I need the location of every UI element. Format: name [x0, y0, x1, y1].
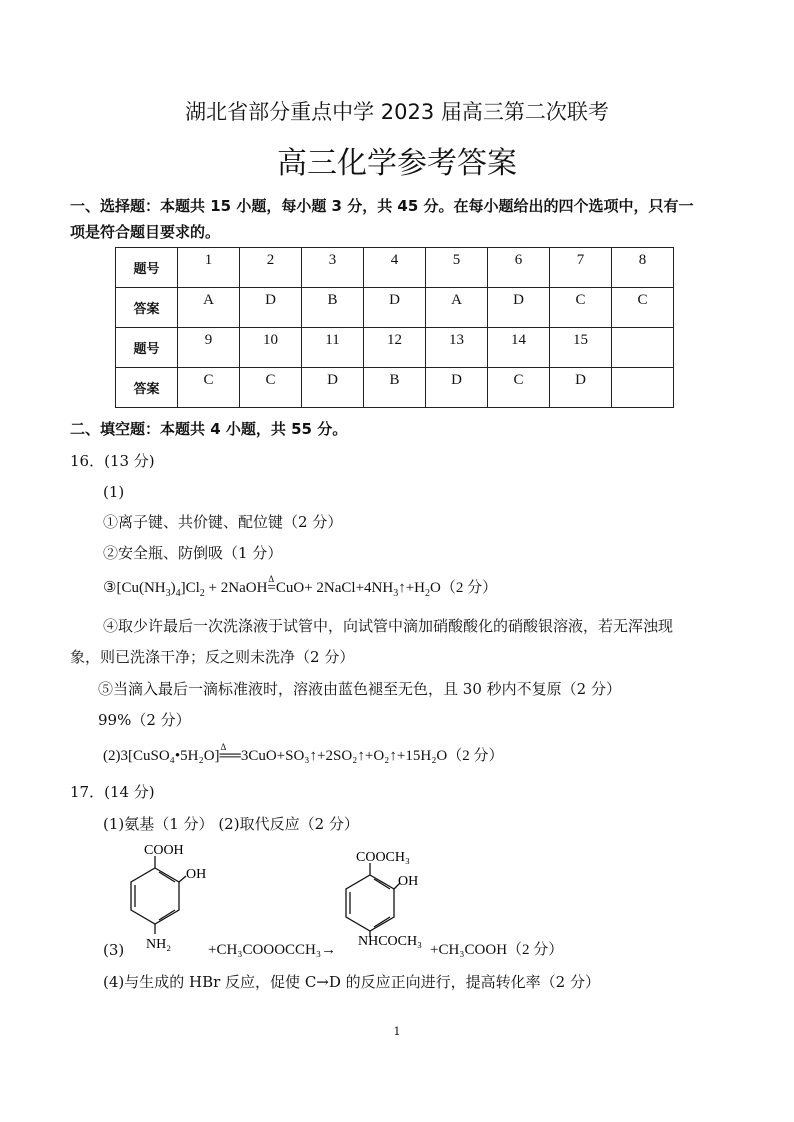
table-cell: 3: [302, 248, 364, 288]
table-cell: 14: [488, 328, 550, 368]
product-structure: [338, 845, 468, 955]
q16-answer-4-line1: ④取少许最后一次洗涤液于试管中，向试管中滴加硝酸酸化的硝酸银溶液，若无浑浊现: [103, 617, 674, 635]
oh-label: OH: [398, 874, 419, 889]
table-cell: D: [488, 288, 550, 328]
answer-table-row-numbers-1: [116, 248, 674, 288]
double-bond: [374, 917, 390, 927]
table-cell: 12: [364, 328, 426, 368]
benzene-ring: [131, 868, 179, 924]
table-cell: C: [612, 288, 674, 328]
nhcoch3-label: NHCOCH₃: [358, 934, 422, 949]
table-cell: A: [178, 288, 240, 328]
eq-sub: 3: [393, 588, 399, 599]
table-cell: D: [364, 288, 426, 328]
double-bond: [374, 879, 390, 889]
substituent-bond: [179, 876, 186, 882]
table-cell: 4: [364, 248, 426, 288]
label-answer: 答案: [116, 288, 178, 328]
table-cell: C: [240, 368, 302, 408]
q16-part2: [103, 746, 504, 766]
answer-table-row-answers-1: [116, 288, 674, 328]
page-number: 1: [393, 1025, 401, 1038]
q17-number: 17．(14 分): [70, 783, 155, 801]
page-title: 高三化学参考答案: [277, 146, 517, 181]
label-answer: 答案: [116, 368, 178, 408]
q16-answer-3: [103, 578, 497, 604]
eq-text: ): [170, 580, 176, 596]
q16-answer-5: ⑤当滴入最后一滴标准液时，溶液由蓝色褪至无色，且 30 秒内不复原（2 分）: [98, 680, 621, 698]
eq-text: 3CuO+SO₃↑+2SO₂↑+O₂↑+15H₂O（2 分）: [240, 748, 504, 764]
q17-part3-label: (3): [103, 941, 125, 959]
table-cell: 2: [240, 248, 302, 288]
nh2-label: NH₂: [146, 937, 172, 952]
eq-sub: 2: [199, 588, 205, 599]
answer-table-row-answers-2: [116, 368, 674, 408]
q17-parts-1-2: (1)氨基（1 分） (2)取代反应（2 分）: [103, 815, 359, 833]
reactant-structure: [120, 838, 240, 953]
table-cell: C: [488, 368, 550, 408]
section1-heading-line2: 项是符合题目要求的。: [70, 223, 221, 241]
table-cell: B: [364, 368, 426, 408]
table-cell: D: [240, 288, 302, 328]
answer-table: [115, 247, 674, 408]
double-bond: [159, 910, 175, 920]
table-cell: D: [426, 368, 488, 408]
byproduct-text: +CH₃COOH（2 分）: [430, 942, 564, 958]
eq-text: + 2NaOH: [204, 580, 268, 596]
table-cell: A: [426, 288, 488, 328]
reagent-text: +CH₃COOOCCH₃→: [208, 942, 337, 958]
benzene-ring: [346, 875, 394, 931]
q16-part1: (1): [103, 483, 125, 501]
q16-answer-6: 99%（2 分）: [98, 711, 191, 729]
q16-answer-2: ②安全瓶、防倒吸（1 分）: [103, 544, 283, 562]
table-cell: 11: [302, 328, 364, 368]
section2-heading: 二、填空题：本题共 4 小题，共 55 分。: [70, 420, 348, 438]
table-cell: 15: [550, 328, 612, 368]
heat-equals-sign: Δ =: [267, 578, 275, 598]
q16-number: 16．(13 分): [70, 452, 155, 470]
table-cell: 7: [550, 248, 612, 288]
eq-text: ↑+H: [398, 580, 426, 596]
table-cell: [612, 368, 674, 408]
table-cell: 5: [426, 248, 488, 288]
q17-part4: (4)与生成的 HBr 反应，促使 C→D 的反应正向进行，提高转化率（2 分）: [103, 973, 600, 991]
double-bond: [159, 872, 175, 882]
table-cell: 13: [426, 328, 488, 368]
table-cell: [612, 328, 674, 368]
section1-heading: [70, 193, 730, 245]
table-cell: 10: [240, 328, 302, 368]
table-cell: D: [302, 368, 364, 408]
heat-equals-sign: Δ ══: [220, 746, 241, 766]
section1-heading-line1: 一、选择题：本题共 15 小题，每小题 3 分，共 45 分。在每小题给出的四个选项中，只有一: [70, 197, 694, 215]
eq-sub: 4: [175, 588, 181, 599]
eq-text: O（2 分）: [430, 580, 498, 596]
eq-text: CuO+ 2NaCl+4NH: [275, 580, 394, 596]
table-cell: D: [550, 368, 612, 408]
table-cell: 1: [178, 248, 240, 288]
table-cell: 9: [178, 328, 240, 368]
eq-sub: 2: [425, 588, 431, 599]
eq-text: ]Cl: [180, 580, 200, 596]
answer-table-row-numbers-2: [116, 328, 674, 368]
eq-sub: 3: [165, 588, 171, 599]
table-cell: 8: [612, 248, 674, 288]
cooch3-label: COOCH₃: [356, 850, 410, 865]
table-cell: 6: [488, 248, 550, 288]
exam-subtitle: 湖北省部分重点中学 2023 届高三第二次联考: [185, 100, 609, 124]
q16-answer-4-line2: 象，则已洗涤干净；反之则未洗净（2 分）: [70, 648, 355, 666]
label-question: 题号: [116, 248, 178, 288]
cooh-label: COOH: [144, 843, 184, 858]
table-cell: B: [302, 288, 364, 328]
eq-text: (2)3[CuSO₄•5H₂O]: [103, 748, 220, 764]
q16-answer-1: ①离子键、共价键、配位键（2 分）: [103, 513, 343, 531]
table-cell: C: [178, 368, 240, 408]
label-question: 题号: [116, 328, 178, 368]
eq-text: ③[Cu(NH: [103, 580, 166, 596]
oh-label: OH: [186, 867, 207, 882]
table-cell: C: [550, 288, 612, 328]
